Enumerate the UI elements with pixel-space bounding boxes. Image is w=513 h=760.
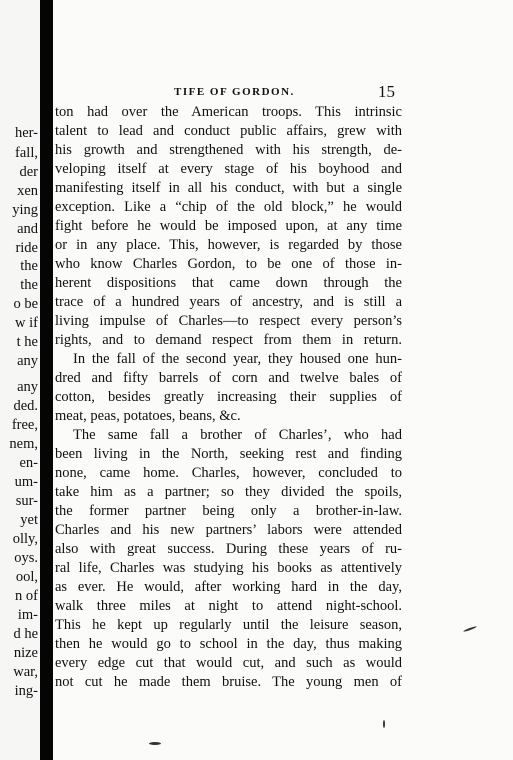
facing-page-fragment: um- bbox=[14, 474, 38, 490]
facing-page-fragment: the bbox=[20, 258, 38, 274]
facing-page-fragment: der bbox=[19, 164, 38, 180]
text-line: as ever. He would, after working hard in the day, bbox=[55, 579, 402, 595]
text-line: his growth and strengthened with his strength, de- bbox=[55, 142, 402, 158]
facing-page-fragment: ool, bbox=[15, 569, 38, 585]
text-line: The same fall a brother of Charles’, who had bbox=[73, 427, 402, 443]
page-header bbox=[53, 82, 513, 100]
facing-page-fragment: n of bbox=[15, 588, 38, 604]
text-line: talent to lead and conduct public affairs, grew with bbox=[55, 123, 402, 139]
text-line: In the fall of the second year, they housed one hun- bbox=[73, 351, 402, 367]
text-line: also with great success. During these years of ru- bbox=[55, 541, 402, 557]
ink-speck bbox=[149, 742, 161, 745]
text-line: been living in the North, seeking rest and finding bbox=[55, 446, 402, 462]
text-line: veloping itself at every stage of his boyhood and bbox=[55, 161, 402, 177]
text-line: exception. Like a “chip of the old block,” he would bbox=[55, 199, 402, 215]
facing-page-fragment: free, bbox=[11, 417, 38, 433]
text-line: dred and fifty barrels of corn and twelve bales of bbox=[55, 370, 402, 386]
facing-page-fragment: t he bbox=[16, 334, 38, 350]
facing-page-fragment: yet bbox=[20, 512, 38, 528]
ink-speck bbox=[463, 626, 477, 633]
text-line: ton had over the American troops. This intrinsic bbox=[55, 104, 402, 120]
text-line: Charles and his new partners’ labors were attended bbox=[55, 522, 402, 538]
facing-page-fragment: her- bbox=[14, 125, 38, 141]
facing-page-fragment: and bbox=[17, 221, 38, 237]
facing-page-fragment: d he bbox=[13, 626, 38, 642]
facing-page-fragment: xen bbox=[17, 183, 38, 199]
text-line: none, came home. Charles, however, concluded to bbox=[55, 465, 402, 481]
facing-page-fragment: im- bbox=[17, 607, 38, 623]
facing-page-fragment: oys. bbox=[14, 550, 38, 566]
facing-page-fragment: ying bbox=[12, 202, 38, 218]
book-page bbox=[53, 0, 513, 760]
text-line: fight before he would be imposed upon, at any time bbox=[55, 218, 402, 234]
running-title: TIFE OF GORDON. bbox=[174, 86, 295, 98]
text-line: meat, peas, potatoes, beans, &c. bbox=[55, 408, 241, 424]
facing-page-fragment: ing- bbox=[14, 683, 38, 699]
text-line: trace of a hundred years of ancestry, and is still a bbox=[55, 294, 402, 310]
text-line: or in any place. This, however, is regarded by those bbox=[55, 237, 402, 253]
facing-page-fragment: ded. bbox=[13, 398, 38, 414]
text-line: walk three miles at night to attend night-school. bbox=[55, 598, 402, 614]
text-line: who know Charles Gordon, to be one of those in- bbox=[55, 256, 402, 272]
facing-page-fragment: olly, bbox=[12, 531, 38, 547]
facing-page-fragment: the bbox=[20, 277, 38, 293]
facing-page-fragment: o be bbox=[13, 296, 38, 312]
text-line: manifesting itself in all his conduct, with but a single bbox=[55, 180, 402, 196]
text-line: every edge cut that would cut, and such as would bbox=[55, 655, 402, 671]
facing-page-fragment: fall, bbox=[15, 145, 38, 161]
text-line: ral life, Charles was studying his books as attentively bbox=[55, 560, 402, 576]
text-line: not cut he made them bruise. The young men of bbox=[55, 674, 402, 690]
text-line: This he kept up regularly until the leisure season, bbox=[55, 617, 402, 633]
facing-page-fragment: any bbox=[17, 353, 38, 369]
text-line: take him as a partner; so they divided the spoils, bbox=[55, 484, 402, 500]
facing-page-fragment: nem, bbox=[9, 436, 38, 452]
text-line: rights, and to demand respect from them in return. bbox=[55, 332, 402, 348]
text-line: cotton, besides greatly increasing their supplies of bbox=[55, 389, 402, 405]
text-line: the former partner being only a brother-in-law. bbox=[55, 503, 402, 519]
facing-page-fragment: ride bbox=[15, 240, 38, 256]
ink-speck bbox=[383, 720, 385, 728]
book-gutter bbox=[40, 0, 53, 760]
facing-page-fragment: nize bbox=[13, 645, 38, 661]
facing-page-fragment: any bbox=[17, 379, 38, 395]
facing-page-fragment: w if bbox=[15, 315, 38, 331]
text-line: herent dispositions that came down through the bbox=[55, 275, 402, 291]
page-number: 15 bbox=[378, 82, 395, 101]
facing-page-fragment: en- bbox=[19, 455, 38, 471]
facing-page-fragment: war, bbox=[13, 664, 38, 680]
text-line: then he would go to school in the day, thus making bbox=[55, 636, 402, 652]
text-line: living impulse of Charles—to respect every person’s bbox=[55, 313, 402, 329]
facing-page-edge bbox=[0, 0, 40, 760]
facing-page-fragment: sur- bbox=[15, 493, 38, 509]
